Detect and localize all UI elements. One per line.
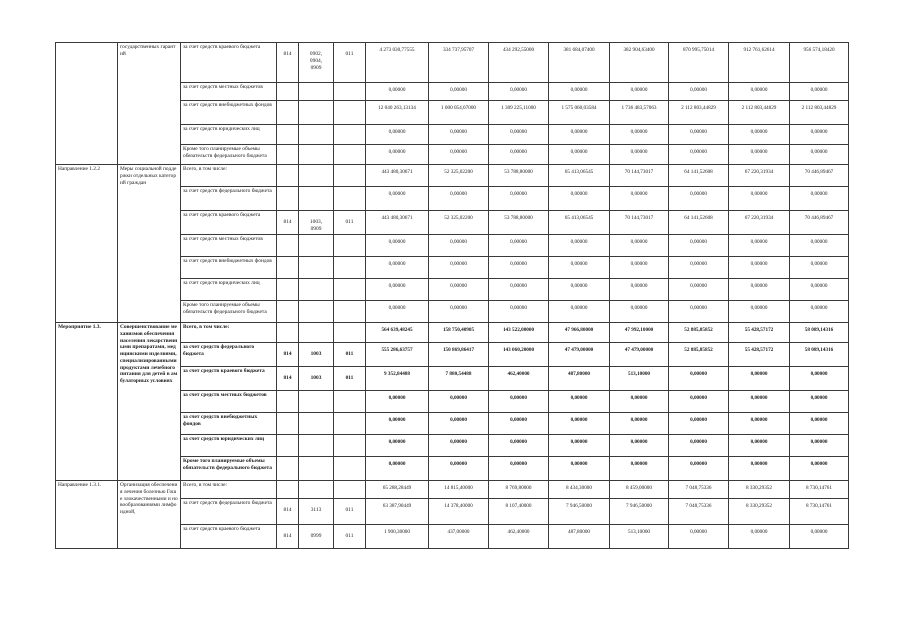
table-row <box>56 43 849 83</box>
group-label-cell <box>56 43 118 165</box>
value-cell: 0,00000 <box>549 145 610 165</box>
value-cell: 55 428,57172 <box>729 343 790 367</box>
grbs-code-cell <box>277 435 299 457</box>
value-cell: 0,00000 <box>489 391 549 413</box>
value-cell: 0,00000 <box>669 525 729 549</box>
value-cell: 52 325,02200 <box>429 165 489 187</box>
type-code-cell <box>334 101 366 125</box>
value-cell: 65 288,28449 <box>366 481 429 499</box>
grbs-code-cell: 814 <box>277 499 299 525</box>
value-cell: 0,00000 <box>489 257 549 279</box>
value-cell: 0,00000 <box>790 301 849 323</box>
value-cell: 0,00000 <box>610 413 669 435</box>
grbs-code-cell <box>277 457 299 481</box>
grbs-code-cell: 814 <box>277 343 299 367</box>
value-cell: 0,00000 <box>549 391 610 413</box>
value-cell: 0,00000 <box>790 435 849 457</box>
grbs-code-cell <box>277 187 299 211</box>
value-cell: 0,00000 <box>366 435 429 457</box>
value-cell: 65 413,06545 <box>549 165 610 187</box>
type-code-cell <box>334 125 366 145</box>
funding-source-cell: за счет средств федерального бюджета <box>181 343 277 367</box>
value-cell: 0,00000 <box>489 187 549 211</box>
value-cell: 0,00000 <box>669 457 729 481</box>
value-cell: 58 089,14316 <box>790 323 849 343</box>
value-cell: 0,00000 <box>366 125 429 145</box>
value-cell: 0,00000 <box>610 391 669 413</box>
value-cell: 7 048,75336 <box>669 481 729 499</box>
value-cell: 8 769,80000 <box>489 481 549 499</box>
section-code-cell <box>299 187 334 211</box>
value-cell: 0,00000 <box>429 413 489 435</box>
funding-source-cell: Кроме того планируемые объемы обязательств федерального бюджета <box>181 145 277 165</box>
funding-source-cell: за счет средств местных бюджетов <box>181 391 277 413</box>
type-code-cell: 011 <box>334 343 366 367</box>
value-cell: 53 788,80000 <box>489 211 549 235</box>
value-cell: 8 730,14761 <box>790 481 849 499</box>
value-cell: 53 788,80000 <box>489 165 549 187</box>
funding-source-cell: за счет средств местных бюджетов <box>181 83 277 101</box>
value-cell: 0,00000 <box>366 279 429 301</box>
value-cell: 0,00000 <box>790 279 849 301</box>
value-cell: 0,00000 <box>549 235 610 257</box>
value-cell: 4 273 030,77555 <box>366 43 429 83</box>
value-cell: 0,00000 <box>489 413 549 435</box>
value-cell: 8 330,29352 <box>729 499 790 525</box>
value-cell: 0,00000 <box>729 257 790 279</box>
value-cell: 7 946,50000 <box>610 499 669 525</box>
value-cell: 158 750,40905 <box>429 323 489 343</box>
grbs-code-cell <box>277 391 299 413</box>
type-code-cell <box>334 457 366 481</box>
type-code-cell <box>334 165 366 187</box>
value-cell: 0,00000 <box>366 187 429 211</box>
grbs-code-cell: 814 <box>277 43 299 83</box>
value-cell: 63 387,90449 <box>366 499 429 525</box>
value-cell: 0,00000 <box>729 391 790 413</box>
type-code-cell: 011 <box>334 367 366 391</box>
grbs-code-cell <box>277 301 299 323</box>
value-cell: 0,00000 <box>610 125 669 145</box>
value-cell: 0,00000 <box>489 457 549 481</box>
value-cell: 64 141,52608 <box>669 211 729 235</box>
value-cell: 0,00000 <box>669 257 729 279</box>
value-cell: 912 761,62614 <box>729 43 790 83</box>
type-code-cell <box>334 235 366 257</box>
funding-source-cell: за счет средств краевого бюджета <box>181 525 277 549</box>
value-cell: 0,00000 <box>669 413 729 435</box>
value-cell: 65 413,06545 <box>549 211 610 235</box>
value-cell: 487,80000 <box>549 525 610 549</box>
section-code-cell: 1003 <box>299 343 334 367</box>
value-cell: 7 946,50000 <box>549 499 610 525</box>
value-cell: 513,10000 <box>610 525 669 549</box>
budget-table <box>55 42 849 549</box>
type-code-cell <box>334 187 366 211</box>
value-cell: 14 378,40000 <box>429 499 489 525</box>
funding-source-cell: за счет средств юридических лиц <box>181 435 277 457</box>
type-code-cell: 011 <box>334 525 366 549</box>
type-code-cell <box>334 481 366 499</box>
value-cell: 0,00000 <box>429 187 489 211</box>
value-cell: 70 144,73017 <box>610 165 669 187</box>
grbs-code-cell <box>277 125 299 145</box>
grbs-code-cell: 814 <box>277 367 299 391</box>
value-cell: 0,00000 <box>489 435 549 457</box>
section-code-cell <box>299 481 334 499</box>
value-cell: 0,00000 <box>489 125 549 145</box>
value-cell: 0,00000 <box>669 391 729 413</box>
group-name-cell: Совершенствование механизмов обеспечения населения лекарственными препаратами, медицинскими изделиями, специализированными продуктами лечебного питания для детей в амбулаторных условиях <box>118 323 181 481</box>
funding-source-cell: за счет средств краевого бюджета <box>181 43 277 83</box>
value-cell: 1 900,30000 <box>366 525 429 549</box>
section-code-cell <box>299 413 334 435</box>
value-cell: 52 885,85852 <box>669 323 729 343</box>
value-cell: 0,00000 <box>669 235 729 257</box>
grbs-code-cell <box>277 101 299 125</box>
type-code-cell <box>334 323 366 343</box>
section-code-cell <box>299 323 334 343</box>
value-cell: 0,00000 <box>669 301 729 323</box>
grbs-code-cell <box>277 413 299 435</box>
value-cell: 0,00000 <box>549 435 610 457</box>
value-cell: 0,00000 <box>729 413 790 435</box>
value-cell: 0,00000 <box>729 187 790 211</box>
value-cell: 0,00000 <box>669 83 729 101</box>
value-cell: 70 144,73017 <box>610 211 669 235</box>
value-cell: 0,00000 <box>610 235 669 257</box>
value-cell: 0,00000 <box>549 125 610 145</box>
section-code-cell <box>299 301 334 323</box>
value-cell: 58 089,14316 <box>790 343 849 367</box>
grbs-code-cell <box>277 165 299 187</box>
group-label-cell: Направление 1.3.1. <box>56 481 118 549</box>
funding-source-cell: Всего, в том числе: <box>181 165 277 187</box>
value-cell: 0,00000 <box>729 235 790 257</box>
section-code-cell <box>299 457 334 481</box>
group-label-cell: Мероприятие 1.3. <box>56 323 118 481</box>
funding-source-cell: Всего, в том числе: <box>181 323 277 343</box>
value-cell: 0,00000 <box>729 145 790 165</box>
value-cell: 0,00000 <box>429 83 489 101</box>
type-code-cell <box>334 435 366 457</box>
funding-source-cell: Всего, в том числе: <box>181 481 277 499</box>
value-cell: 0,00000 <box>549 257 610 279</box>
value-cell: 381 684,07400 <box>549 43 610 83</box>
value-cell: 0,00000 <box>790 235 849 257</box>
funding-source-cell: за счет средств краевого бюджета <box>181 367 277 391</box>
value-cell: 462,40000 <box>489 525 549 549</box>
value-cell: 64 141,52608 <box>669 165 729 187</box>
section-code-cell: 0999 <box>299 525 334 549</box>
value-cell: 0,00000 <box>549 83 610 101</box>
grbs-code-cell <box>277 481 299 499</box>
value-cell: 0,00000 <box>429 257 489 279</box>
value-cell: 1 000 054,07000 <box>429 101 489 125</box>
funding-source-cell: за счет средств федерального бюджета <box>181 499 277 525</box>
section-code-cell <box>299 391 334 413</box>
value-cell: 334 737,95707 <box>429 43 489 83</box>
value-cell: 2 112 803,44829 <box>729 101 790 125</box>
value-cell: 437,00000 <box>429 525 489 549</box>
value-cell: 0,00000 <box>366 301 429 323</box>
value-cell: 47 992,10000 <box>610 323 669 343</box>
type-code-cell: 011 <box>334 499 366 525</box>
value-cell: 8 330,29352 <box>729 481 790 499</box>
value-cell: 150 869,86417 <box>429 343 489 367</box>
value-cell: 0,00000 <box>729 525 790 549</box>
section-code-cell <box>299 435 334 457</box>
value-cell: 9 352,84488 <box>366 367 429 391</box>
value-cell: 0,00000 <box>429 457 489 481</box>
group-label-cell: Направление 1.2.2 <box>56 165 118 323</box>
value-cell: 55 428,57172 <box>729 323 790 343</box>
grbs-code-cell: 814 <box>277 525 299 549</box>
group-name-cell: Организация обеспечения лечения болезнью Гоше злокачественными и новообразованиями лимфоидной, <box>118 481 181 549</box>
value-cell: 0,00000 <box>549 457 610 481</box>
value-cell: 443 480,30671 <box>366 211 429 235</box>
value-cell: 52 325,02200 <box>429 211 489 235</box>
value-cell: 52 885,85852 <box>669 343 729 367</box>
value-cell: 0,00000 <box>610 187 669 211</box>
section-code-cell <box>299 101 334 125</box>
value-cell: 487,80000 <box>549 367 610 391</box>
value-cell: 67 220,31934 <box>729 211 790 235</box>
value-cell: 8 434,30000 <box>549 481 610 499</box>
section-code-cell: 0902, 0904, 0909 <box>299 43 334 83</box>
value-cell: 8 459,00000 <box>610 481 669 499</box>
value-cell: 0,00000 <box>610 83 669 101</box>
funding-source-cell: за счет средств внебюджетных фондов <box>181 257 277 279</box>
value-cell: 0,00000 <box>669 435 729 457</box>
value-cell: 0,00000 <box>489 301 549 323</box>
value-cell: 14 815,40000 <box>429 481 489 499</box>
type-code-cell <box>334 391 366 413</box>
value-cell: 12 040 263,13134 <box>366 101 429 125</box>
value-cell: 0,00000 <box>549 187 610 211</box>
value-cell: 67 220,31934 <box>729 165 790 187</box>
value-cell: 1 309 225,11000 <box>489 101 549 125</box>
value-cell: 0,00000 <box>610 435 669 457</box>
value-cell: 70 446,89467 <box>790 211 849 235</box>
type-code-cell: 011 <box>334 43 366 83</box>
value-cell: 2 112 803,44829 <box>669 101 729 125</box>
value-cell: 382 904,63400 <box>610 43 669 83</box>
value-cell: 0,00000 <box>549 279 610 301</box>
grbs-code-cell: 814 <box>277 211 299 235</box>
type-code-cell <box>334 301 366 323</box>
value-cell: 0,00000 <box>790 391 849 413</box>
value-cell: 0,00000 <box>790 367 849 391</box>
group-name-cell: государственных гарантий <box>118 43 181 165</box>
value-cell: 0,00000 <box>790 413 849 435</box>
value-cell: 1 736 483,57063 <box>610 101 669 125</box>
value-cell: 0,00000 <box>366 235 429 257</box>
value-cell: 143 060,20000 <box>489 343 549 367</box>
value-cell: 0,00000 <box>429 435 489 457</box>
value-cell: 0,00000 <box>549 301 610 323</box>
section-code-cell <box>299 279 334 301</box>
group-name-cell: Меры социальной поддержки отдельных категорий граждан <box>118 165 181 323</box>
value-cell: 0,00000 <box>489 83 549 101</box>
funding-source-cell: Кроме того планируемые объемы обязательств федерального бюджета <box>181 301 277 323</box>
value-cell: 870 995,75014 <box>669 43 729 83</box>
value-cell: 47 966,80000 <box>549 323 610 343</box>
section-code-cell <box>299 235 334 257</box>
type-code-cell <box>334 279 366 301</box>
value-cell: 70 446,89467 <box>790 165 849 187</box>
value-cell: 0,00000 <box>669 125 729 145</box>
value-cell: 513,10000 <box>610 367 669 391</box>
value-cell: 0,00000 <box>669 367 729 391</box>
value-cell: 47 479,00000 <box>610 343 669 367</box>
value-cell: 0,00000 <box>366 83 429 101</box>
funding-source-cell: за счет средств краевого бюджета <box>181 211 277 235</box>
funding-source-cell: за счет средств юридических лиц <box>181 279 277 301</box>
type-code-cell <box>334 413 366 435</box>
value-cell: 0,00000 <box>429 391 489 413</box>
value-cell: 0,00000 <box>729 279 790 301</box>
section-code-cell <box>299 257 334 279</box>
grbs-code-cell <box>277 235 299 257</box>
value-cell: 0,00000 <box>366 145 429 165</box>
value-cell: 7 048,75336 <box>669 499 729 525</box>
value-cell: 0,00000 <box>366 457 429 481</box>
value-cell: 47 479,00000 <box>549 343 610 367</box>
value-cell: 143 522,00000 <box>489 323 549 343</box>
value-cell: 564 639,48245 <box>366 323 429 343</box>
table-row <box>56 481 849 499</box>
value-cell: 0,00000 <box>429 279 489 301</box>
value-cell: 0,00000 <box>549 413 610 435</box>
value-cell: 443 480,30671 <box>366 165 429 187</box>
section-code-cell <box>299 83 334 101</box>
value-cell: 0,00000 <box>610 457 669 481</box>
value-cell: 0,00000 <box>610 279 669 301</box>
grbs-code-cell <box>277 257 299 279</box>
section-code-cell: 1003, 0909 <box>299 211 334 235</box>
value-cell: 0,00000 <box>610 301 669 323</box>
value-cell: 2 112 803,44829 <box>790 101 849 125</box>
value-cell: 0,00000 <box>429 145 489 165</box>
value-cell: 0,00000 <box>429 235 489 257</box>
value-cell: 0,00000 <box>429 301 489 323</box>
type-code-cell: 011 <box>334 211 366 235</box>
funding-source-cell: за счет средств юридических лиц <box>181 125 277 145</box>
value-cell: 0,00000 <box>366 391 429 413</box>
grbs-code-cell <box>277 323 299 343</box>
value-cell: 0,00000 <box>790 145 849 165</box>
section-code-cell: 3113 <box>299 499 334 525</box>
value-cell: 434 292,55000 <box>489 43 549 83</box>
value-cell: 8 107,40000 <box>489 499 549 525</box>
funding-source-cell: Кроме того планируемые объемы обязательств федерального бюджета <box>181 457 277 481</box>
value-cell: 7 880,54488 <box>429 367 489 391</box>
value-cell: 0,00000 <box>729 301 790 323</box>
value-cell: 555 286,63757 <box>366 343 429 367</box>
value-cell: 0,00000 <box>729 83 790 101</box>
value-cell: 462,40000 <box>489 367 549 391</box>
value-cell: 0,00000 <box>610 145 669 165</box>
value-cell: 0,00000 <box>790 457 849 481</box>
value-cell: 0,00000 <box>669 145 729 165</box>
funding-source-cell: за счет средств местных бюджетов <box>181 235 277 257</box>
value-cell: 0,00000 <box>669 187 729 211</box>
table-row <box>56 323 849 343</box>
type-code-cell <box>334 145 366 165</box>
value-cell: 0,00000 <box>366 413 429 435</box>
value-cell: 0,00000 <box>790 525 849 549</box>
value-cell: 1 575 060,03584 <box>549 101 610 125</box>
value-cell: 0,00000 <box>610 257 669 279</box>
value-cell: 8 730,14761 <box>790 499 849 525</box>
grbs-code-cell <box>277 83 299 101</box>
section-code-cell <box>299 125 334 145</box>
value-cell: 0,00000 <box>489 235 549 257</box>
value-cell: 0,00000 <box>790 125 849 145</box>
funding-source-cell: за счет средств федерального бюджета <box>181 187 277 211</box>
grbs-code-cell <box>277 145 299 165</box>
section-code-cell <box>299 145 334 165</box>
value-cell: 0,00000 <box>729 457 790 481</box>
value-cell: 0,00000 <box>790 187 849 211</box>
value-cell: 0,00000 <box>729 435 790 457</box>
value-cell: 0,00000 <box>729 367 790 391</box>
value-cell: 0,00000 <box>729 125 790 145</box>
table-row <box>56 165 849 187</box>
funding-source-cell: за счет средств внебюджетных фондов <box>181 101 277 125</box>
section-code-cell: 1003 <box>299 367 334 391</box>
funding-source-cell: за счет средств внебюджетных фондов <box>181 413 277 435</box>
value-cell: 0,00000 <box>790 257 849 279</box>
value-cell: 0,00000 <box>669 279 729 301</box>
value-cell: 0,00000 <box>489 145 549 165</box>
value-cell: 0,00000 <box>429 125 489 145</box>
type-code-cell <box>334 83 366 101</box>
value-cell: 0,00000 <box>489 279 549 301</box>
value-cell: 956 574,18420 <box>790 43 849 83</box>
value-cell: 0,00000 <box>790 83 849 101</box>
type-code-cell <box>334 257 366 279</box>
section-code-cell <box>299 165 334 187</box>
value-cell: 0,00000 <box>366 257 429 279</box>
grbs-code-cell <box>277 279 299 301</box>
